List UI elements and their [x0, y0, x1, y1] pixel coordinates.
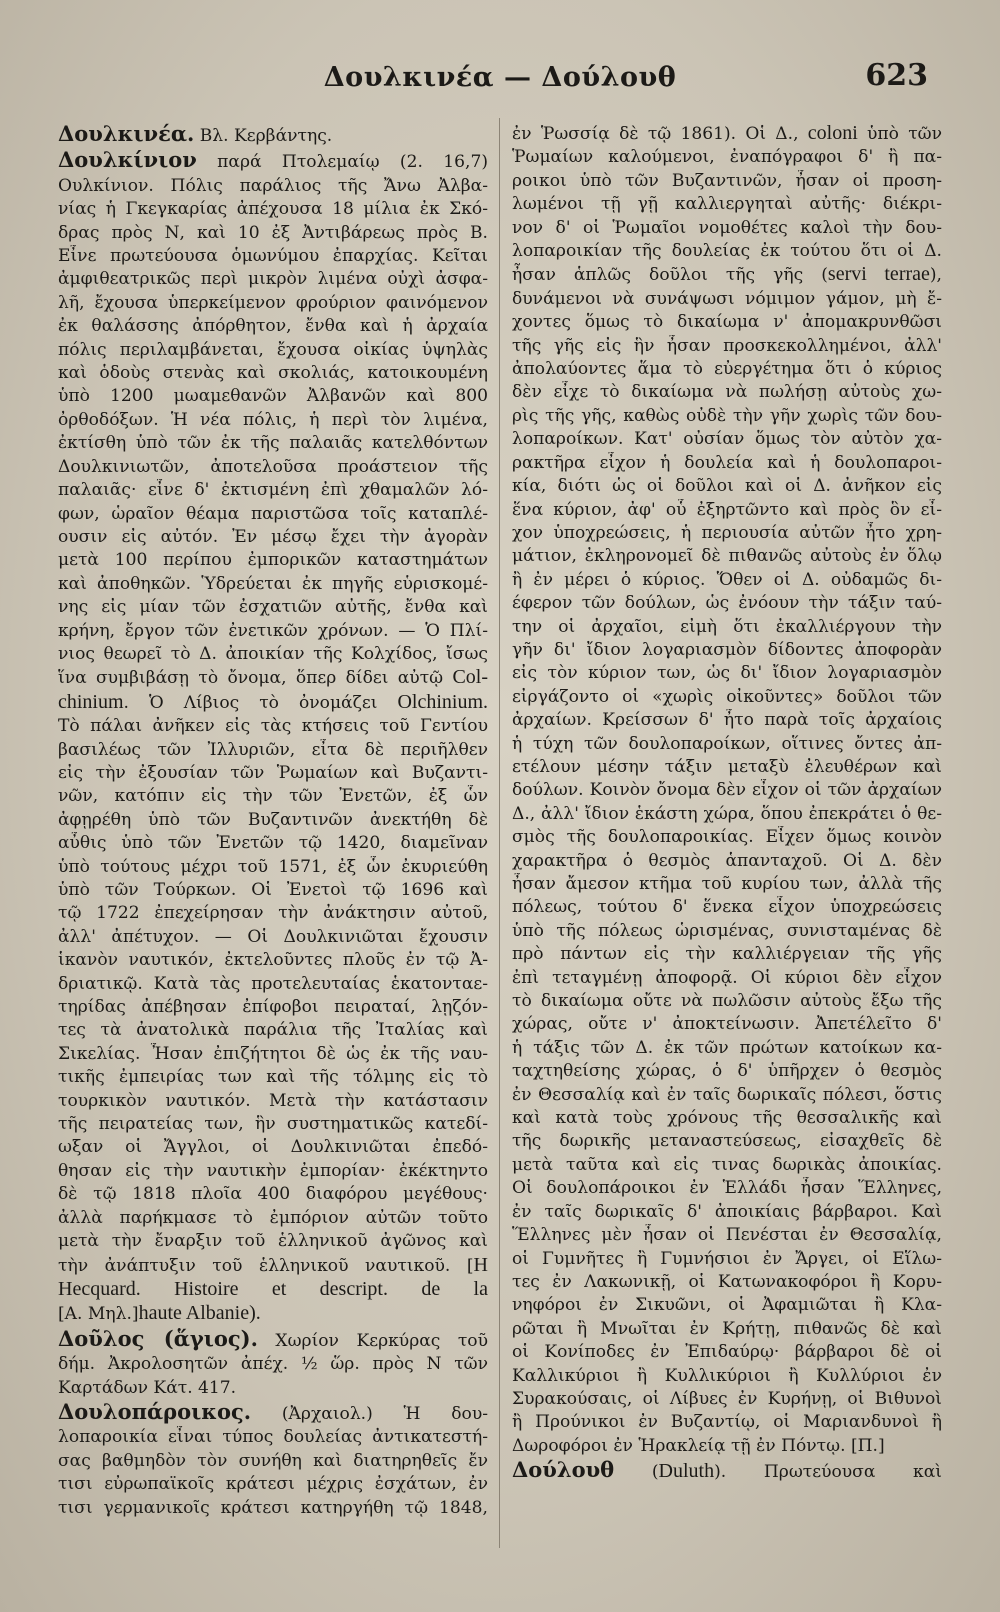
text-line — [58, 1473, 488, 1496]
text-line — [512, 826, 942, 849]
body-text: ἢ ἐν μέρει ὁ κύριος. Ὅθεν οἱ Δ. οὐδαμῶς δι- — [512, 569, 942, 590]
text-line — [512, 240, 942, 263]
body-text: ἐκτίσθη ὑπὸ τῶν ἐκ τῆς παλαιᾶς κατελθόντων — [58, 433, 488, 454]
body-text: Σικελίας. Ἦσαν ἐπιζήτητοι δὲ ὡς ἐκ τῆς ναυ- — [58, 1043, 488, 1064]
text-line — [512, 475, 942, 498]
body-text: Οἱ δουλοπάροικοι ἐν Ἑλλάδι ἦσαν Ἕλληνες, — [512, 1178, 942, 1199]
body-text: χαρακτῆρα ὁ θεσμὸς ἁπανταχοῦ. Οἱ Δ. δὲν — [512, 850, 942, 871]
text-line — [58, 1377, 488, 1400]
body-text: ). Πρωτεύουσα καὶ — [714, 1462, 942, 1483]
body-text: τουρκικὸν ναυτικόν. Μετὰ τὴν κατάστασιν — [58, 1090, 488, 1111]
text-line — [58, 432, 488, 455]
body-text: νηφόροι ἐν Σικυῶνι, οἱ Ἀφαμιῶται ἢ Κλα- — [512, 1295, 942, 1316]
text-line — [512, 522, 942, 545]
body-text: σας βαθμηδὸν τὸν συνήθη καὶ διατηρηθεῖς ἔν — [58, 1450, 488, 1471]
text-line — [512, 1201, 942, 1224]
text-line — [512, 1013, 942, 1036]
body-text: ἀπολαύοντες ἅμα τὸ εὐεργέτημα ὅτι ὁ κύριος — [512, 359, 942, 380]
text-line — [512, 709, 942, 732]
body-text: δριατικῷ. Κατὰ τὰς προτελευταίας ἑκατονταε- — [58, 973, 488, 994]
text-line — [58, 1113, 488, 1136]
body-text: τισι γερμανικοῖς κράτεσι κατηργήθη τῷ 1848, — [58, 1497, 488, 1518]
text-line — [58, 715, 488, 738]
body-text: πόλις περιλαμβάνεται, ἔχουσα οἰκίας ὑψηλὰς — [58, 339, 488, 360]
text-line — [512, 311, 942, 334]
text-line — [58, 762, 488, 785]
body-text: Ουλκίνιον. Πόλις παράλιος τῆς Ἄνω Ἀλβα- — [58, 175, 488, 196]
body-text: μετὰ τὴν ἔναρξιν τοῦ ἑλληνικοῦ ἀγῶνος καὶ — [58, 1231, 488, 1252]
text-line — [512, 616, 942, 639]
body-text: ἱκανὸν ναυτικόν, ἐκτελοῦντες πλοῦς ἐν τῷ Ἀ- — [58, 950, 488, 971]
text-line — [512, 381, 942, 404]
body-text: Δωροφόροι ἐν Ἡρακλείᾳ τῇ ἐν Πόντῳ. [Π.] — [512, 1435, 885, 1456]
body-text: [Α. Μηλ.] — [58, 1304, 139, 1325]
body-text: Τὸ πάλαι ἀνῆκεν εἰς τὰς κτήσεις τοῦ Γεντίου — [58, 716, 488, 737]
text-line — [512, 288, 942, 311]
text-line — [512, 896, 942, 919]
body-text: ρακτῆρα εἶχον ἡ δουλεία καὶ ἡ δουλοπαροι- — [512, 452, 942, 473]
text-line — [58, 1426, 488, 1449]
body-text: Εἶνε πρωτεύουσα ὁμωνύμου ἐπαρχίας. Κεῖται — [58, 246, 488, 267]
body-text: ἦσαν ἁπλῶς δοῦλοι τῆς γῆς ( — [512, 265, 828, 286]
text-line — [512, 1154, 942, 1177]
text-line — [512, 170, 942, 193]
text-line — [512, 1294, 942, 1317]
text-line — [512, 943, 942, 966]
body-text: ροικοι ὑπὸ τῶν Βυζαντινῶν, ἦσαν οἱ προση- — [512, 170, 942, 191]
latin-text: Olchinium. — [397, 690, 488, 713]
body-text: νίας ἡ Γκεγκαρίας ἀπέχουσα 18 μίλια ἐκ Σκό- — [58, 199, 488, 220]
body-text: τῷ 1722 ἐπεχείρησαν τὴν ἀνάκτησιν αὐτοῦ, — [58, 903, 488, 924]
text-line — [58, 456, 488, 479]
text-line — [512, 686, 942, 709]
body-text: νῶν, κατόπιν εἰς τὴν τῶν Ἐνετῶν, ἐξ ὧν — [58, 786, 488, 807]
body-text: ὑπὸ τούτους μέχρι τοῦ 1571, ἐξ ὧν ἐκυριεύθη — [58, 856, 488, 877]
body-text: ὑπὸ τῶν — [857, 124, 942, 144]
body-text: ταχτηθείσης χώρας, ὁ δ' ὑπῆρχεν ὁ θεσμὸς — [512, 1061, 942, 1082]
body-text: χον ὑποχρεώσεις, ἡ περιουσία αὐτῶν ἦτο χρη- — [512, 522, 942, 543]
body-text: ἢ Προύνικοι ἐν Βυζαντίῳ, οἱ Μαριανδυνοὶ ἢ — [512, 1412, 942, 1433]
text-line — [512, 335, 942, 358]
body-text: παρά Πτολεμαίῳ (2. 16,7) — [196, 152, 488, 173]
body-text: ἐν ταῖς δωρικαῖς δ' ἀποικίαις βάρβαροι. Καὶ — [512, 1201, 942, 1222]
text-line — [58, 1400, 488, 1426]
text-line — [58, 739, 488, 762]
body-text: τικῆς ἐμπειρίας των καὶ τῆς τόλμης εἰς τὸ — [58, 1067, 488, 1088]
body-text: οἱ Κονίποδες ἐν Ἐπιδαύρῳ· βάρβαροι δὲ οἱ — [512, 1342, 942, 1363]
text-line — [58, 879, 488, 902]
body-text: ετέλουν μέσην τάξιν μεταξὺ ἐλευθέρων καὶ — [512, 756, 942, 777]
text-line — [512, 779, 942, 802]
body-text: . Ὁ Λίβιος τὸ ὀνομάζει — [123, 692, 398, 713]
body-text: τὸ δικαίωμα οὔτε νὰ πωλῶσιν αὐτοὺς ἔξω τῆς — [512, 991, 942, 1012]
text-line — [512, 1388, 942, 1411]
body-text: καὶ ἀποθηκῶν. Ὑδρεύεται ἐκ πηγῆς εὑρισκομέ- — [58, 573, 488, 594]
text-line — [58, 832, 488, 855]
body-text: δούλων. Κοινὸν ὄνομα δὲν εἶχον οἱ τῶν ἀρχαίων — [512, 780, 942, 801]
body-text: ουσιν εἰς αὐτόν. Ἐν μέσῳ ἔχει τὴν ἀγορὰν — [58, 526, 488, 547]
text-line — [58, 503, 488, 526]
text-line — [58, 902, 488, 925]
body-text: Βλ. Κερβάντης. — [194, 126, 333, 146]
text-line — [58, 691, 488, 715]
text-line — [58, 573, 488, 596]
text-line — [58, 1302, 488, 1326]
body-text: Χωρίον Κερκύρας τοῦ — [257, 1330, 488, 1351]
body-text: ὀρθοδόξων. Ἡ νέα πόλις, ἡ περὶ τὸν λιμένα, — [58, 409, 488, 430]
body-text: σμὸς τῆς δουλοπαροικίας. Εἶχεν ὅμως κοινὸν — [512, 827, 942, 848]
body-text: πρὸ πάντων εἰς τὴν καλλιέργειαν τῆς γῆς — [512, 944, 942, 965]
text-line — [58, 339, 488, 362]
latin-text: servi terrae — [827, 263, 930, 286]
text-line — [58, 1497, 488, 1520]
body-text: ρῶται ἢ Μνωῖται ἐν Κρήτῃ, πιθανῶς δὲ καὶ — [512, 1318, 942, 1339]
body-text: βασιλέως τῶν Ἰλλυριῶν, εἶτα δὲ περιῆλθεν — [58, 739, 488, 760]
body-text: τες ἐν Λακωνικῇ, οἱ Κατωνακοφόροι ἢ Κορυ- — [512, 1271, 942, 1292]
body-text: ὑπὸ τῆς πόλεως ὡρισμένας, συνισταμένας δὲ — [512, 920, 942, 941]
body-text: ἐν Ῥωσσίᾳ δὲ τῷ 1861). Οἱ Δ., — [512, 124, 808, 144]
body-text: παλαιᾶς· εἶνε δ' ἐκτισμένη ἐπὶ χθαμαλῶν λό- — [58, 480, 488, 501]
text-line — [512, 452, 942, 475]
body-text: οἱ Γυμνῆτες ἢ Γυμνήσιοι ἐν Ἄργει, οἱ Εἵλω- — [512, 1248, 942, 1269]
latin-text: Hecquard. Histoire et descript. de la — [58, 1277, 488, 1300]
text-line — [58, 198, 488, 221]
text-line — [58, 1183, 488, 1206]
text-line — [512, 990, 942, 1013]
latin-text: H — [473, 1253, 488, 1276]
text-line — [512, 499, 942, 522]
text-line — [512, 733, 942, 756]
body-text: λοπαροίκων. Κατ' οὐσίαν ὅμως τὸν αὐτὸν χα- — [512, 429, 942, 450]
text-line — [58, 1090, 488, 1113]
text-line — [512, 569, 942, 592]
text-line — [58, 1278, 488, 1302]
body-text: λοπαροικία εἶναι τύπος δουλείας ἀντικατεστή- — [58, 1427, 488, 1448]
body-text: Καρτάδων Κάτ. 417. — [58, 1377, 237, 1398]
body-text: μετὰ ταῦτα καὶ εἰς τινας δωρικὰς ἀποικίας. — [512, 1154, 942, 1175]
body-text: δρας πρὸς Ν, καὶ 10 ἐξ Ἀντιβάρεως πρὸς Β. — [58, 222, 488, 243]
body-text: ἡ τύχη τῶν δουλοπαροίκων, οἵτινες ὄντες ἀπ- — [512, 733, 942, 754]
body-text: ἀλλὰ παρήκμασε τὸ ἐμπόριον αὐτῶν τοῦτο — [58, 1207, 488, 1228]
body-text: χώρας, οὔτε ν' ἀποκτείνωσιν. Ἀπετέλεῖτο δ' — [512, 1014, 942, 1035]
body-text: ἐκ θαλάσσης ἀπόρθητον, ἔνθα καὶ ἡ ἀρχαία — [58, 316, 488, 337]
latin-text: haute Albanie). — [138, 1302, 261, 1325]
entry-headword: Δουλκινέα. — [58, 122, 195, 146]
text-line — [58, 809, 488, 832]
text-line — [58, 666, 488, 690]
body-text: ωξαν οἱ Ἄγγλοι, οἱ Δουλκινιῶται ἐπεδό- — [58, 1137, 488, 1158]
body-text: τῆς γῆς εἰς ἣν ἦσαν προσκεκολλημένοι, ἀλλ' — [512, 335, 942, 356]
text-line — [512, 1107, 942, 1130]
body-text: αὖθις ὑπὸ τῶν Ἐνετῶν τῷ 1420, διαμεῖναν — [58, 833, 488, 854]
text-line — [512, 1365, 942, 1388]
text-line — [58, 1207, 488, 1230]
text-line — [58, 1230, 488, 1253]
text-line — [58, 620, 488, 643]
body-text: εἰς τὸν κύριον των, ὡς δι' ἴδιον λογαριασμὸν — [512, 663, 942, 684]
body-text: ἕνα κύριον, ἀφ' οὗ ἐξηρτῶντο καὶ πρὸς ὃν εἶ- — [512, 499, 942, 520]
body-text: Συρακούσαις, οἱ Λίβυες ἐν Κυρήνῃ, οἱ Βιθυνοὶ — [512, 1388, 942, 1409]
text-line — [512, 545, 942, 568]
body-text: λῆ, ἔχουσα ὑπερκείμενον φρούριον φαινόμενον — [58, 292, 488, 313]
text-line — [58, 1327, 488, 1353]
text-line — [58, 385, 488, 408]
body-text: ἵνα συμβιβάσῃ τὸ ὄνομα, ὅπερ δίδει αὐτῷ — [58, 668, 453, 689]
body-text: κία, διότι ὡς οἱ δοῦλοι καὶ οἱ Δ. ἀνῆκον εἰς — [512, 476, 942, 497]
text-line — [512, 967, 942, 990]
text-line — [512, 428, 942, 451]
body-text: κρήνη, ἔργον τῶν ἐνετικῶν χρόνων. — Ὁ Πλί- — [58, 620, 488, 641]
text-line — [58, 362, 488, 385]
text-line — [58, 1450, 488, 1473]
body-text: μετὰ 100 περίπου ἐμπορικῶν καταστημάτων — [58, 550, 488, 571]
text-line — [512, 662, 942, 685]
text-line — [512, 193, 942, 216]
body-text: καὶ κατὰ τοὺς χρόνους τῆς θεσσαλικῆς καὶ — [512, 1108, 942, 1129]
text-line — [58, 596, 488, 619]
body-text: ἀρχαίων. Κρείσσων δ' ἦτο παρὰ τοῖς ἀρχαίοις — [512, 710, 942, 731]
body-text: ἀλλ' ἀπέτυχον. — Οἱ Δουλκινιῶται ἔχουσιν — [58, 926, 488, 947]
text-line — [512, 1130, 942, 1153]
text-line — [512, 592, 942, 615]
latin-text: Duluth — [658, 1460, 715, 1483]
text-line — [512, 146, 942, 169]
body-text: εἰργάζοντο οἱ «χωρὶς οἰκοῦντες» δοῦλοι τῶν — [512, 686, 942, 707]
body-text: θησαν εἰς τὴν ναυτικὴν ἐμπορίαν· ἐκέκτηντο — [58, 1160, 488, 1181]
text-line — [58, 1353, 488, 1376]
text-line — [58, 479, 488, 502]
text-line — [58, 148, 488, 174]
body-text: ἡ τάξις τῶν Δ. ἐκ τῶν πρώτων κατοίκων κα- — [512, 1037, 942, 1058]
text-line — [512, 1271, 942, 1294]
body-text: Ἕλληνες μὲν ἦσαν οἱ Πενέσται ἐν Θεσσαλίᾳ, — [512, 1225, 942, 1246]
body-text: λωμένοι τῇ γῇ καλλιεργηταὶ αὐτῆς· διέκρι- — [512, 194, 942, 215]
body-text: δυνάμενοι νὰ συνάψωσι νόμιμον γάμον, μὴ ἔ- — [512, 288, 942, 309]
body-text: πόλεως, τούτου δ' ἕνεκα εἶχον ὑποχρεώσεις — [512, 897, 942, 918]
text-line — [512, 873, 942, 896]
body-text: Δουλκινιωτῶν, ἀποτελοῦσα προάστειον τῆς — [58, 456, 488, 477]
entry-headword: Δούλουθ — [512, 1458, 615, 1483]
page-number: 623 — [865, 58, 928, 93]
text-line — [58, 1254, 488, 1278]
text-line — [512, 639, 942, 662]
text-line — [512, 1224, 942, 1247]
text-line — [512, 263, 942, 287]
body-text: δὲ τῷ 1818 πλοῖα 400 διαφόρου μεγέθους· — [58, 1184, 488, 1205]
text-line — [58, 1160, 488, 1183]
text-line — [58, 785, 488, 808]
body-text: φων, ὡραῖον θέαμα παριστῶσα τοῖς καταπλέ- — [58, 503, 488, 524]
text-line — [58, 549, 488, 572]
text-line — [58, 292, 488, 315]
body-text: (Ἀρχαιολ.) Ἡ δου- — [251, 1403, 488, 1424]
body-text: Καλλικύριοι ἢ Κυλλικύριοι ἢ Κυλλύριοι ἐν — [512, 1365, 942, 1386]
text-line — [512, 850, 942, 873]
text-line — [512, 217, 942, 240]
entry-headword: Δουλοπάροικος. — [58, 1399, 252, 1424]
text-line — [512, 803, 942, 826]
text-line — [58, 856, 488, 879]
body-text: καὶ ὁδοὺς στενὰς καὶ σκολιάς, κατοικουμένη — [58, 363, 488, 384]
text-line — [58, 245, 488, 268]
body-text: ἀφῃρέθη ὑπὸ τῶν Βυζαντινῶν ἀνεκτήθη δὲ — [58, 809, 488, 830]
text-line — [58, 643, 488, 666]
text-line — [512, 1318, 942, 1341]
text-line — [512, 405, 942, 428]
text-line — [512, 1060, 942, 1083]
body-text: λοπαροικίαν τῆς δουλείας ἐκ τούτου ὅτι οἱ Δ. — [512, 241, 942, 262]
text-line — [512, 1084, 942, 1107]
text-line — [58, 122, 488, 148]
entry-headword: Δοῦλος (ἅγιος). — [58, 1326, 258, 1351]
text-line — [58, 1019, 488, 1042]
text-line — [58, 315, 488, 338]
body-text: τῆς πειρατείας των, ἣν συστηματικῶς κατεδί- — [58, 1114, 488, 1135]
text-line — [58, 949, 488, 972]
body-text: τὴν ἀνάπτυξιν τοῦ ἑλληνικοῦ ναυτικοῦ. [ — [58, 1255, 474, 1276]
latin-text: chinium — [58, 690, 124, 713]
body-text: τες τὰ ἀνατολικὰ παράλια τῆς Ἰταλίας καὶ — [58, 1020, 488, 1041]
body-text: νον δ' οἱ Ῥωμαῖοι νομοθέτες καλοὶ τὴν δου- — [512, 217, 942, 238]
text-line — [58, 996, 488, 1019]
text-line — [58, 973, 488, 996]
left-column — [58, 122, 488, 1582]
body-text: νιος θεωρεῖ τὸ Δ. ἀποικίαν τῆς Κολχίδος, ἴσως — [58, 643, 488, 664]
body-text: την οἱ ἀρχαῖοι, εἰμὴ ὅτι ἐκαλλιέργουν τὴν — [512, 616, 942, 637]
body-text: Ῥωμαίων καλούμενοι, ἐναπόγραφοι δ' ἢ πα- — [512, 147, 942, 168]
body-text: ἐπὶ τεταγμένῃ ἀποφορᾷ. Οἱ κύριοι δὲν εἶχον — [512, 967, 942, 988]
body-text: ὑπὸ τῶν Τούρκων. Οἱ Ἐνετοὶ τῷ 1696 καὶ — [58, 880, 488, 900]
body-text: νης εἰς μίαν τῶν ἐσχατιῶν αὐτῆς, ἔνθα καὶ — [58, 597, 488, 618]
text-line — [58, 268, 488, 291]
text-line — [58, 1066, 488, 1089]
body-text: μάτιον, ἐκληρονομεῖ δὲ πιθανῶς αὐτοὺς ἐν ὅλῳ — [512, 546, 942, 567]
column-divider — [499, 118, 500, 1548]
body-text: εἰς τὴν ἐξουσίαν τῶν Ῥωμαίων καὶ Βυζαντι- — [58, 762, 488, 783]
text-line — [512, 1037, 942, 1060]
text-line — [512, 1177, 942, 1200]
body-text: ἀμφιθεατρικῶς περὶ μικρὸν λιμένα οὐχὶ ἀσφα- — [58, 269, 488, 290]
body-text: τισι εὐρωπαϊκοῖς κράτεσι μέχρις ἐσχάτων, ἐν — [58, 1474, 488, 1495]
body-text: ( — [614, 1462, 659, 1483]
text-line — [58, 175, 488, 198]
text-line — [58, 526, 488, 549]
latin-text: Col- — [452, 666, 488, 689]
running-head: Δουλκινέα — Δούλουθ — [323, 62, 677, 93]
body-text: ρὶς τῆς γῆς, καθὼς οὐδὲ τὴν γῆν χωρὶς τῶν δου- — [512, 405, 942, 426]
body-text: Δ., ἀλλ' ἴδιον ἑκάστη χώρα, ὅπου ἐπεκράτει ὁ θε- — [512, 803, 942, 824]
body-text: γῆν δι' ἴδιον λογαριασμὸν δίδοντες ἀποφορὰν — [512, 639, 942, 660]
body-text: έφερον τῶν δούλων, ὡς ἐνόουν τὴν τάξιν ταύ- — [512, 593, 942, 614]
text-line — [512, 122, 942, 146]
text-line — [58, 409, 488, 432]
body-text: τηρίδας ἀπέβησαν ἐπίφοβοι πειραταί, λῃζόν- — [58, 997, 488, 1018]
text-line — [58, 222, 488, 245]
text-line — [512, 920, 942, 943]
text-line — [58, 926, 488, 949]
right-column — [512, 122, 942, 1582]
text-line — [512, 1248, 942, 1271]
text-line — [512, 1411, 942, 1434]
body-text: ἦσαν ἄμεσον κτῆμα τοῦ κυρίου των, ἀλλὰ τῆς — [512, 874, 942, 894]
entry-headword: Δουλκίνιον — [58, 148, 197, 173]
text-line — [512, 1458, 942, 1484]
text-line — [512, 756, 942, 779]
text-line — [58, 1136, 488, 1159]
body-text: δήμ. Ἀκρολοσητῶν ἀπέχ. ½ ὥρ. πρὸς Ν τῶν — [58, 1354, 488, 1375]
body-text: ), — [929, 265, 942, 286]
text-line — [58, 1043, 488, 1066]
latin-text: coloni — [807, 122, 858, 144]
body-text: ἐν Θεσσαλίᾳ καὶ ἐν ταῖς δωρικαῖς πόλεσι, ὅστις — [512, 1084, 942, 1105]
body-text: ὑπὸ 1200 μωαμεθανῶν Ἀλβανῶν καὶ 800 — [58, 386, 488, 407]
text-line — [512, 1435, 942, 1458]
body-text: τῆς δωρικῆς μεταναστεύσεως, εἰσαχθεῖς δὲ — [512, 1131, 942, 1152]
text-line — [512, 1341, 942, 1364]
body-text: χοντες ὅμως τὸ δικαίωμα ν' ἀπομακρυνθῶσι — [512, 312, 942, 333]
text-line — [512, 358, 942, 381]
body-text: δὲν εἶχε τὸ δικαίωμα νὰ πωλήσῃ αὐτοὺς χω- — [512, 382, 942, 403]
